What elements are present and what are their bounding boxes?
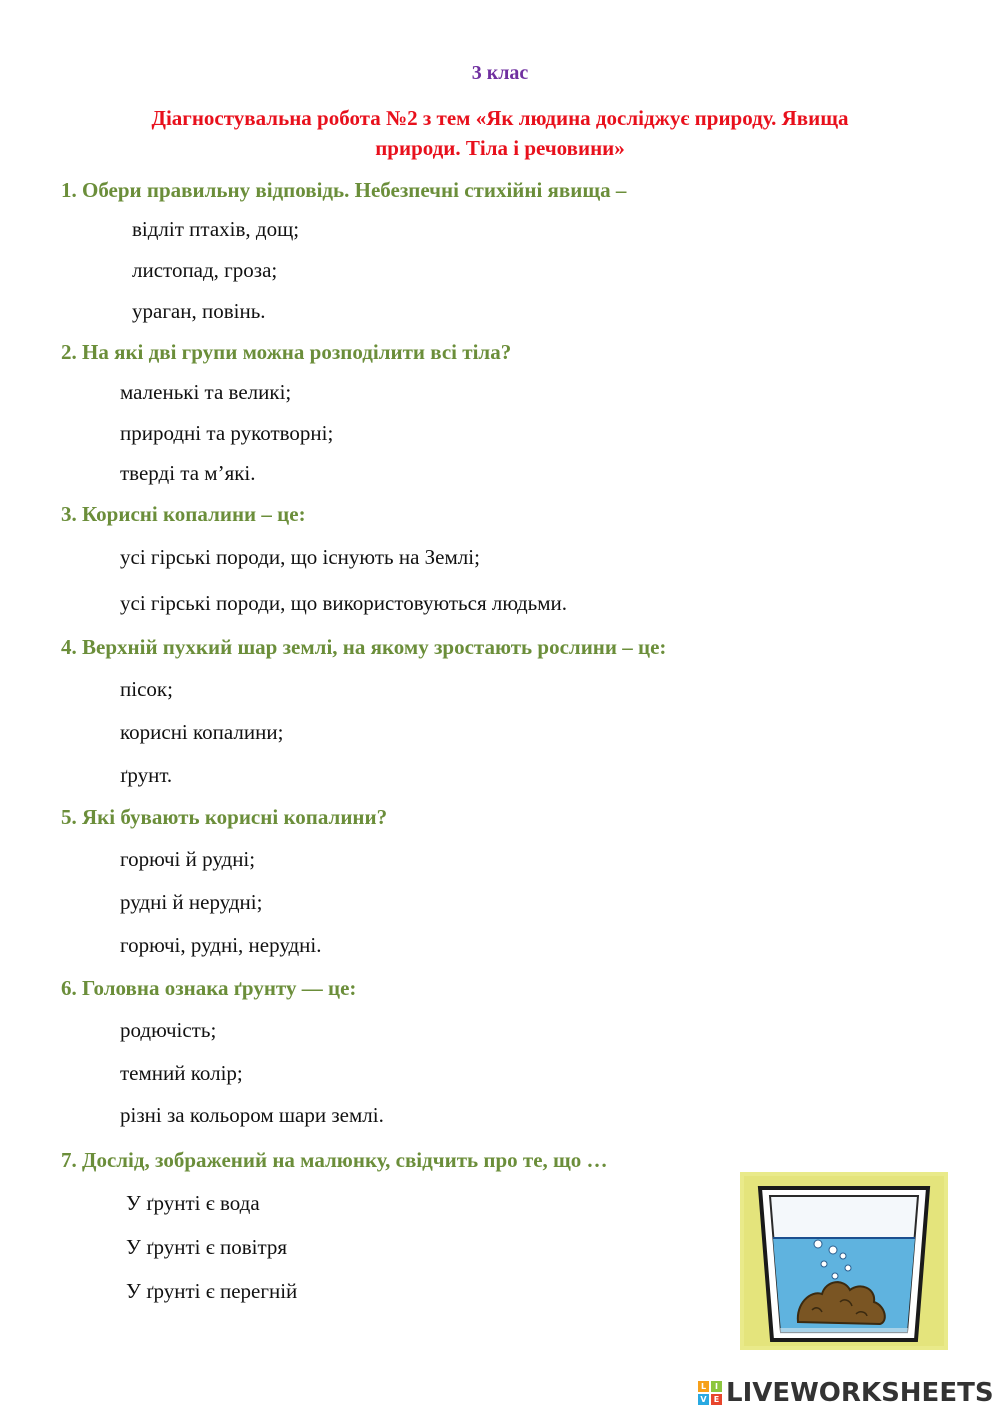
worksheet-title xyxy=(90,103,910,163)
q2-option-2[interactable]: природні та рукотворні; xyxy=(120,421,334,445)
question-5: 5. Які бувають корисні копалини? xyxy=(61,805,388,829)
question-1: 1. Обери правильну відповідь. Небезпечні стихійні явища – xyxy=(61,178,627,202)
liveworksheets-logo xyxy=(698,1377,994,1409)
glass-of-water-with-soil-illustration xyxy=(740,1172,948,1350)
grade-label: 3 клас xyxy=(471,62,529,84)
q1-option-1[interactable]: відліт птахів, дощ; xyxy=(132,217,300,241)
question-6: 6. Головна ознака ґрунту — це: xyxy=(61,976,357,1000)
q4-option-1[interactable]: пісок; xyxy=(120,677,173,701)
question-4: 4. Верхній пухкий шар землі, на якому зростають рослини – це: xyxy=(61,635,667,659)
question-3: 3. Корисні копалини – це: xyxy=(61,502,306,526)
q2-option-1[interactable]: маленькі та великі; xyxy=(120,380,292,404)
q7-option-1[interactable]: У ґрунті є вода xyxy=(126,1191,260,1215)
q5-option-1[interactable]: горючі й рудні; xyxy=(120,847,256,871)
q7-option-2[interactable]: У ґрунті є повітря xyxy=(126,1235,288,1259)
question-7: 7. Дослід, зображений на малюнку, свідчить про те, що … xyxy=(61,1148,608,1172)
liveworksheets-logo-icon: L I V E xyxy=(698,1381,722,1405)
q5-option-2[interactable]: рудні й нерудні; xyxy=(120,890,263,914)
title-line-2: природи. Тіла і речовини» xyxy=(375,136,625,160)
q6-option-3[interactable]: різні за кольором шари землі. xyxy=(120,1103,384,1127)
q1-option-3[interactable]: ураган, повінь. xyxy=(132,299,266,323)
q1-option-2[interactable]: листопад, гроза; xyxy=(132,258,278,282)
q6-option-1[interactable]: родючість; xyxy=(120,1018,217,1042)
q4-option-2[interactable]: корисні копалини; xyxy=(120,720,284,744)
title-line-1: Діагностувальна робота №2 з тем «Як людина досліджує природу. Явища xyxy=(151,106,849,130)
q3-option-2[interactable]: усі гірські породи, що використовуються людьми. xyxy=(120,591,567,615)
q3-option-1[interactable]: усі гірські породи, що існують на Землі; xyxy=(120,545,480,569)
q4-option-3[interactable]: ґрунт. xyxy=(120,763,173,787)
q6-option-2[interactable]: темний колір; xyxy=(120,1061,243,1085)
question-2: 2. На які дві групи можна розподілити всі тіла? xyxy=(61,340,512,364)
liveworksheets-logo-text: LIVEWORKSHEETS xyxy=(726,1378,994,1408)
q2-option-3[interactable]: тверді та м’які. xyxy=(120,461,256,485)
q5-option-3[interactable]: горючі, рудні, нерудні. xyxy=(120,933,322,957)
q7-option-3[interactable]: У ґрунті є перегній xyxy=(126,1279,298,1303)
